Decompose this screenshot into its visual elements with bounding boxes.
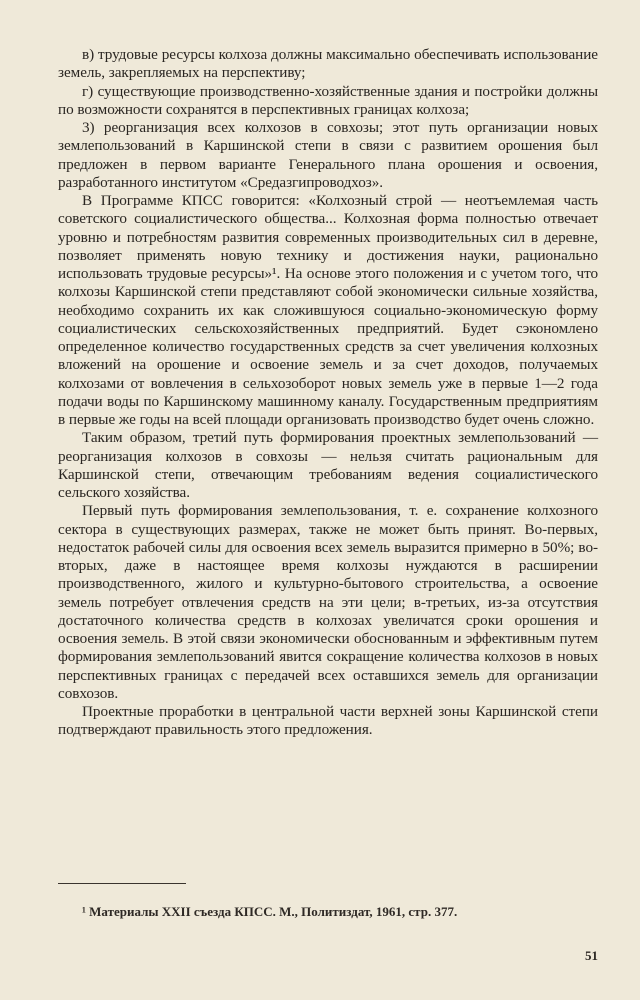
page-number: 51 bbox=[585, 948, 598, 963]
footnote-divider bbox=[58, 883, 186, 884]
footnote: ¹ Материалы XXII съезда КПСС. М., Политиздат, 1961, стр. 377. bbox=[82, 904, 458, 919]
paragraph-first-path: Первый путь формирования землепользования, т. е. сохранение колхозного сектора в существующих размерах, также не может быть принят. Во-первых, недостаток рабочей силы для освоения всех земель выразится примерно в 50%; во-вторых, даже в настоящее время колхозы нуждаются в расширении производственного, жилого и культурно-бытового строительства, а освоение земель потребует отвлечения средств на эти цели; в-третьих, из-за отсутствия достаточного количества средств в колхозах увеличатся сроки орошения и освоения земель. В этой связи экономически обоснованным и эффективным путем формирования землепользований явится сокращение количества колхозов в новых перспективных границах с передачей всех оставшихся земель для организации совхозов. bbox=[58, 502, 598, 702]
paragraph-program: В Программе КПСС говорится: «Колхозный строй — неотъемлемая часть советского социалистического общества... Колхозная форма полностью отвечает уровню и потребностям развития современных производительных сил в деревне, позволяет применять новую технику и достижения науки, рационально использовать трудовые ресурсы»¹. На основе этого положения и с учетом того, что колхозы Каршинской степи представляют собой экономически сильные хозяйства, необходимо сохранить их как сложившуюся социально-экономическую форму социалистических сельскохозяйственных предприятий. Будет сэкономлено определенное количество государственных средств за счет увеличения колхозных вложений на орошение и освоение земель и за счет доходов, получаемых колхозами от вовлечения в сельхозоборот новых земель уже в первые 1—2 года подачи воды по Каршинскому машинному каналу. Государственным предприятиям в первые же годы на всей площади организовать производство будет очень сложно. bbox=[58, 192, 598, 428]
body-text bbox=[58, 46, 598, 740]
paragraph-buildings: г) существующие производственно-хозяйственные здания и постройки должны по возможности сохранятся в перспективных границах колхоза; bbox=[58, 82, 598, 118]
paragraph-third-path: Таким образом, третий путь формирования проектных землепользований — реорганизация колхозов в совхозы — нельзя считать рациональным для Каршинской степи, отвечающим требованиям ведения социалистического сельского хозяйства. bbox=[58, 429, 598, 501]
paragraph-resources: в) трудовые ресурсы колхоза должны максимально обеспечивать использование земель, закрепляемых на перспективу; bbox=[58, 46, 598, 82]
paragraph-reorganization: 3) реорганизация всех колхозов в совхозы; этот путь организации новых землепользований в Каршинской степи в связи с развитием орошения был предложен в первом варианте Генерального плана орошения и освоения, разработанного институтом «Средазгипроводхоз». bbox=[58, 119, 598, 191]
paragraph-conclusion: Проектные проработки в центральной части верхней зоны Каршинской степи подтверждают правильность этого предложения. bbox=[58, 703, 598, 739]
